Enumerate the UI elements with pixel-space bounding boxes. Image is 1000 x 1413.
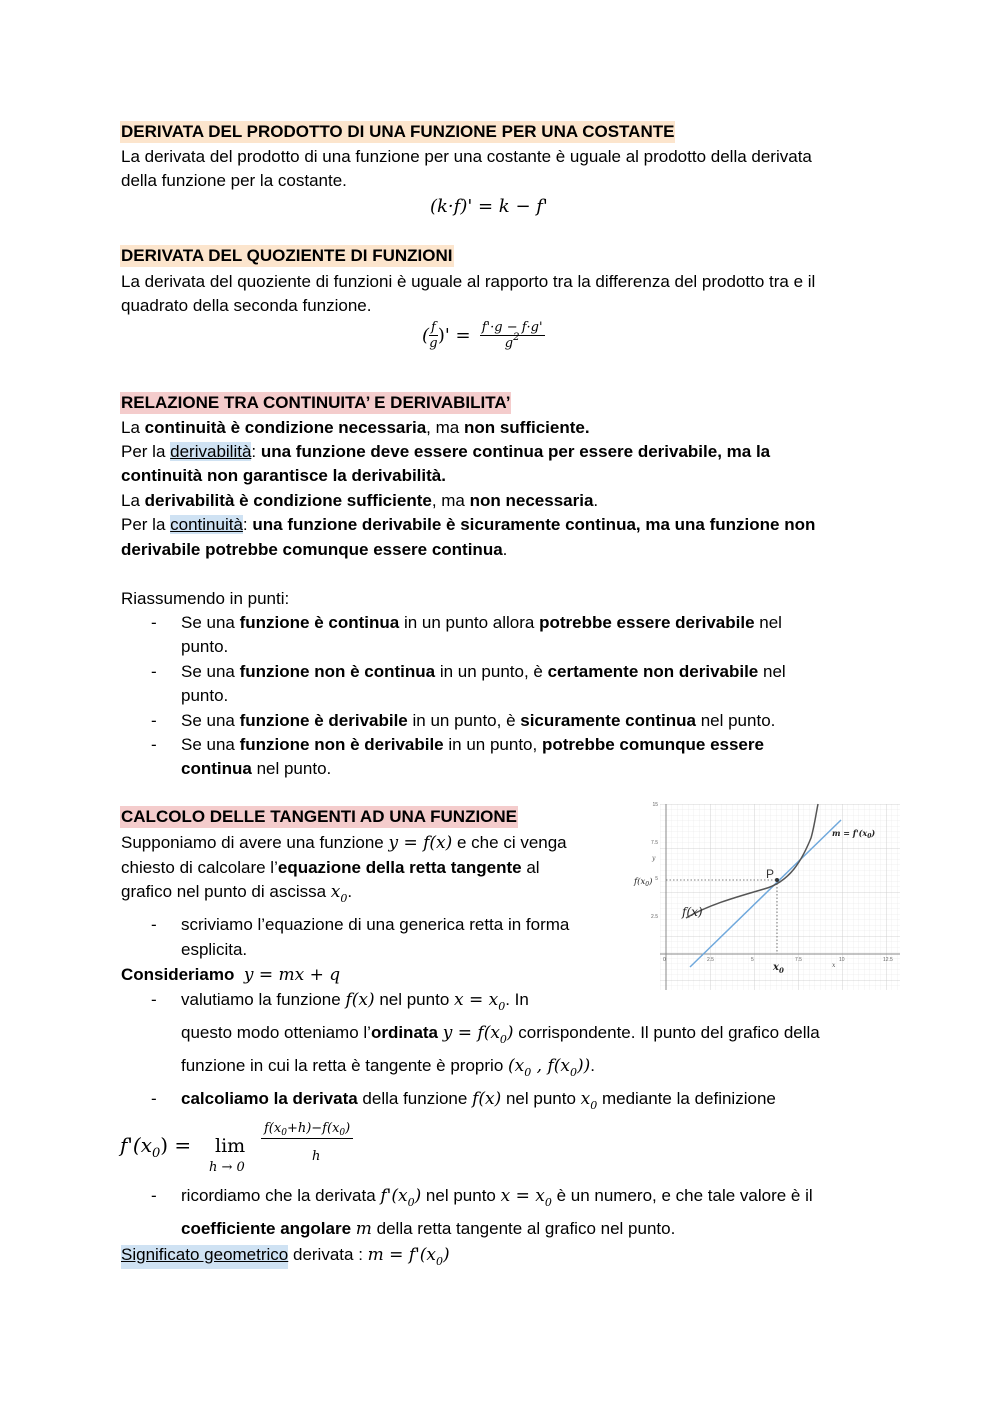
formula-lim-numerator: $f(x_0+h)-f(x_0)$	[261, 1121, 353, 1139]
bullet-item-cont: continua nel punto.	[181, 759, 332, 778]
paragraph-line: chiesto di calcolare l’equazione della retta tangente al	[121, 858, 540, 877]
bullet-item: valutiamo la funzione f(x) nel punto $x = x_0$. In	[181, 990, 529, 1013]
bullet-item: Se una funzione è continua in un punto allora potrebbe essere derivabile nel	[181, 613, 782, 632]
bullet-dash: -	[151, 990, 157, 1009]
bullet-item-cont: punto.	[181, 686, 229, 705]
bullet-item-cont: coefficiente angolare m della retta tangente al grafico nel punto.	[181, 1219, 676, 1239]
x-tick-label: 7.5	[795, 957, 802, 963]
y-tick-label: 7.5	[651, 840, 658, 846]
curve-label-fx: f(x)	[682, 905, 703, 919]
bullet-dash: -	[151, 1186, 157, 1205]
bullet-item-cont: questo modo otteniamo l’ordinata $y = f(x_0)$ corrispondente. Il punto del grafico della	[181, 1023, 820, 1046]
y-axis-label: y	[652, 855, 656, 862]
formula-lim-under: h → 0	[209, 1160, 245, 1175]
fraction-denominator: g	[429, 336, 438, 351]
x-tick-label: 2.5	[707, 957, 714, 963]
fx0-label: $f(x_0)$	[634, 877, 653, 888]
y-tick-label: 5	[655, 876, 658, 882]
bullet-dash: -	[151, 1089, 157, 1108]
x-tick-label: 12.5	[883, 957, 893, 963]
x-tick-label: 0	[663, 957, 666, 963]
link-continuita[interactable]: continuità	[170, 515, 243, 534]
paragraph-line: Per la derivabilità: una funzione deve essere continua per essere derivabile, ma la	[121, 442, 771, 461]
formula-lim-denominator: h	[312, 1149, 321, 1164]
paragraph-line: La derivata del prodotto di una funzione per una costante è uguale al prodotto della derivata	[121, 147, 812, 166]
paragraph-line: derivabile potrebbe comunque essere continua.	[121, 540, 508, 559]
link-derivabilita[interactable]: derivabilità	[170, 442, 252, 461]
formula-quotient: ( $\frac{f}{g}$ )' = $\frac{f'\cdot g - f\cdot g'}{g^2}$	[422, 320, 543, 351]
bullet-item-cont: esplicita.	[181, 940, 248, 959]
fraction-numerator: f	[431, 320, 436, 335]
bullet-item: Se una funzione non è derivabile in un punto, potrebbe comunque essere	[181, 735, 764, 754]
bullet-item-cont: funzione in cui la retta è tangente è proprio ($x_0$ , $f(x_0)$).	[181, 1056, 595, 1079]
heading-calcolo-tangenti: CALCOLO DELLE TANGENTI AD UNA FUNZIONE	[121, 807, 518, 826]
bullet-item: calcoliamo la derivata della funzione f(x) nel punto $x_0$ mediante la definizione	[181, 1089, 776, 1112]
paragraph-line: quadrato della seconda funzione.	[121, 296, 372, 315]
bullet-item: ricordiamo che la derivata $f'(x_0)$ nel punto $x = x_0$ è un numero, e che tale valore è il	[181, 1186, 813, 1209]
tangent-point	[775, 878, 779, 882]
fraction-numerator: f'·g − f·g'	[481, 320, 543, 335]
formula-derivative-lhs: $f'(x_0)$ =	[120, 1133, 192, 1161]
paragraph-line: La continuità è condizione necessaria, ma non sufficiente.	[121, 418, 590, 437]
formula-product-constant: (k·f)' = k − f'	[430, 196, 548, 217]
exponent: 2	[513, 332, 520, 343]
heading-relazione-continuita: RELAZIONE TRA CONTINUITA’ E DERIVABILITA’	[121, 393, 511, 412]
tangent-slope-label: $m = f'(x_0)$	[832, 828, 876, 840]
y-tick-label: 15	[652, 802, 658, 808]
link-significato-geometrico[interactable]: Significato geometrico	[121, 1245, 288, 1269]
summary-intro: Riassumendo in punti:	[121, 589, 290, 608]
bullet-item: Se una funzione non è continua in un punto, è certamente non derivabile nel	[181, 662, 786, 681]
x-axis-label: x	[832, 962, 836, 969]
paragraph-line: della funzione per la costante.	[121, 171, 347, 190]
paragraph-line: Significato geometrico derivata : $m = f'(x_0)$	[121, 1245, 450, 1268]
formula-equals: )' =	[437, 325, 471, 346]
bullet-dash: -	[151, 662, 157, 681]
heading-derivata-prodotto-costante: DERIVATA DEL PRODOTTO DI UNA FUNZIONE PER UNA COSTANTE	[121, 122, 675, 141]
g-symbol: g	[504, 336, 514, 351]
tangent-graph-figure	[630, 800, 902, 992]
bullet-dash: -	[151, 613, 157, 632]
bullet-dash: -	[151, 711, 157, 730]
bullet-item: scriviamo l’equazione di una generica retta in forma	[181, 915, 570, 934]
point-label-P: P	[766, 867, 775, 881]
formula-lim-word: lim	[215, 1135, 246, 1157]
bullet-dash: -	[151, 915, 157, 934]
x-tick-label: 5	[751, 957, 754, 963]
paragraph-line: Supponiamo di avere una funzione y = f(x) e che ci venga	[121, 833, 567, 853]
heading-derivata-quoziente: DERIVATA DEL QUOZIENTE DI FUNZIONI	[121, 246, 453, 265]
consideriamo-line: Consideriamo y = mx + q	[121, 965, 341, 985]
y-tick-label: 2.5	[651, 914, 658, 920]
x0-label: $x_0$	[773, 962, 784, 975]
bullet-item: Se una funzione è derivabile in un punto, è sicuramente continua nel punto.	[181, 711, 776, 730]
bullet-dash: -	[151, 735, 157, 754]
x-tick-label: 10	[839, 957, 845, 963]
paragraph-line: continuità non garantisce la derivabilità.	[121, 466, 446, 485]
paragraph-line: Per la continuità: una funzione derivabile è sicuramente continua, ma una funzione non	[121, 515, 816, 534]
bullet-item-cont: punto.	[181, 637, 229, 656]
paragraph-line: La derivata del quoziente di funzioni è uguale al rapporto tra la differenza del prodotto tra e il	[121, 272, 816, 291]
paragraph-line: grafico nel punto di ascissa $x_0$.	[121, 882, 353, 905]
paragraph-line: La derivabilità è condizione sufficiente, ma non necessaria.	[121, 491, 599, 510]
fraction-denominator	[480, 332, 545, 351]
